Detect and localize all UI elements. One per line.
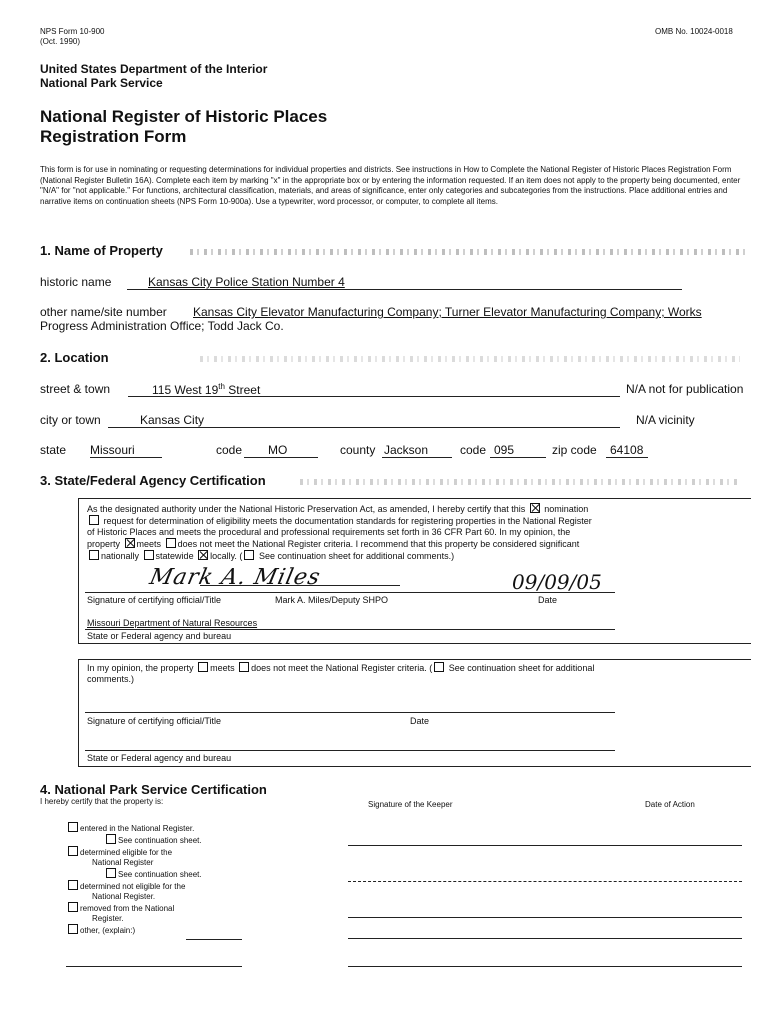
sig-label: Signature of certifying official/Title — [87, 595, 222, 605]
opinion-meets-checkbox[interactable] — [198, 662, 208, 672]
state-label: state — [40, 443, 67, 457]
section2-heading: 2. Location — [40, 350, 109, 365]
code-label: code — [216, 443, 243, 457]
date-label: Date — [538, 595, 558, 605]
meets-checkbox[interactable] — [125, 538, 135, 548]
other-explain-line — [186, 939, 242, 940]
agency2-label: State or Federal agency and bureau — [87, 753, 232, 763]
nationally-checkbox[interactable] — [89, 550, 99, 560]
street-value: 115 West 19th Street — [152, 382, 261, 397]
nomination-checkbox[interactable] — [530, 503, 540, 513]
signature-handwritten: Mark A. Miles — [147, 565, 323, 590]
agency2-line — [85, 750, 615, 751]
form-subtitle: Registration Form — [40, 127, 187, 146]
zip-label: zip code — [552, 443, 597, 457]
request-checkbox[interactable] — [89, 515, 99, 525]
instructions: This form is for use in nominating or requesting determinations for individual properties and districts. See instructions in How to Complete the National Register of Historic Places Registration Form (National Register Bulletin 16A). Complete each item by marking "x" in the appropriate box or by entering the information requested. If an item does not apply to the property being documented, enter "N/A" for "not applicable." For functions, architectural classification, materials, and areas of significance, enter only categories and subcategories from the instructions. Place additional entries and narrative items on continuation sheets (NPS Form 10-900a). Use a typewriter, word processor, or computer, to complete all items. — [40, 165, 741, 206]
sig2-label: Signature of certifying official/Title — [87, 716, 222, 726]
not-eligible-line2: National Register. — [92, 892, 156, 901]
cert-text: As the designated authority under the National Historic Preservation Act, as amended, I hereby certify that this nomination request for determination of eligibility meets the documentation standards for registering properties in the National Register of Historic Places and meets the procedural and professional requirements set forth in 36 CFR Part 60. In my opinion, the property meets does not meet the National Register criteria. I recommend that this property be considered significant nationally statewide locally. ( See continuation sheet for additional comments.) — [87, 504, 592, 561]
other-name-label: other name/site number — [40, 305, 167, 319]
county-label: county — [340, 443, 376, 457]
zip-line — [606, 457, 648, 458]
street-label: street & town — [40, 382, 111, 396]
scan-noise — [190, 249, 750, 255]
keeper-line-5 — [348, 966, 742, 967]
keeper-line-2 — [348, 881, 742, 882]
date2-label: Date — [410, 716, 430, 726]
continuation-checkbox[interactable] — [244, 550, 254, 560]
determined-cont-checkbox[interactable] — [106, 868, 116, 878]
signature-flourish — [200, 585, 400, 586]
street-na: N/A not for publication — [626, 382, 744, 396]
sig-name: Mark A. Miles/Deputy SHPO — [275, 595, 389, 605]
state-line — [90, 457, 162, 458]
removed-line2: Register. — [92, 914, 124, 923]
section4-heading: 4. National Park Service Certification — [40, 782, 267, 797]
section1-heading: 1. Name of Property — [40, 243, 163, 258]
keeper-label: Signature of the Keeper — [368, 800, 453, 809]
keeper-line-4 — [348, 938, 742, 939]
opinion-text: In my opinion, the property meets does not meet the National Register criteria. ( See continuation sheet for additional comments.) — [87, 663, 595, 684]
agency-value: Missouri Department of Natural Resources — [87, 618, 258, 628]
nps-options: entered in the National Register. See continuation sheet. determined eligible for the National Register See continuation sheet. determined not eligible for the National Register. removed from the National Register. other, (explain:) — [66, 822, 202, 936]
county-code-label: code — [460, 443, 487, 457]
code-value: MO — [268, 443, 288, 457]
scan-noise — [300, 479, 740, 485]
action-label: Date of Action — [645, 800, 695, 809]
section3-heading: 3. State/Federal Agency Certification — [40, 473, 266, 488]
date-handwritten: 09/09/05 — [512, 570, 602, 594]
keeper-line-1 — [348, 845, 742, 846]
does-not-meet-checkbox[interactable] — [166, 538, 176, 548]
form-title: National Register of Historic Places — [40, 107, 328, 126]
county-code-value: 095 — [494, 443, 515, 457]
signature-line — [85, 592, 615, 593]
agency-line — [85, 629, 615, 630]
opinion-continuation-checkbox[interactable] — [434, 662, 444, 672]
historic-name-value: Kansas City Police Station Number 4 — [148, 275, 345, 289]
historic-name-label: historic name — [40, 275, 112, 289]
city-value: Kansas City — [140, 413, 205, 427]
historic-name-line — [127, 289, 682, 290]
sig2-line — [85, 712, 615, 713]
city-label: city or town — [40, 413, 101, 427]
form-date: (Oct. 1990) — [40, 37, 81, 46]
locally-checkbox[interactable] — [198, 550, 208, 560]
zip-value: 64108 — [610, 443, 644, 457]
other-line-bottom — [66, 966, 242, 967]
determined-line2: National Register — [92, 858, 154, 867]
keeper-line-3 — [348, 917, 742, 918]
department: United States Department of the Interior — [40, 62, 268, 76]
entered-checkbox[interactable] — [68, 822, 78, 832]
omb-number: OMB No. 10024-0018 — [655, 27, 733, 36]
state-value: Missouri — [90, 443, 135, 457]
county-value: Jackson — [384, 443, 429, 457]
certify-label: I hereby certify that the property is: — [40, 797, 164, 806]
scan-noise — [200, 356, 740, 362]
statewide-checkbox[interactable] — [144, 550, 154, 560]
county-code-line — [490, 457, 546, 458]
city-na: N/A vicinity — [636, 413, 695, 427]
other-name-cont: Progress Administration Office; Todd Jack Co. — [40, 319, 284, 333]
determined-checkbox[interactable] — [68, 846, 78, 856]
code-line — [244, 457, 318, 458]
removed-checkbox[interactable] — [68, 902, 78, 912]
other-name-value: Kansas City Elevator Manufacturing Company; Turner Elevator Manufacturing Company; Works — [193, 305, 702, 319]
other-checkbox[interactable] — [68, 924, 78, 934]
opinion-not-meet-checkbox[interactable] — [239, 662, 249, 672]
agency-label: State or Federal agency and bureau — [87, 631, 232, 641]
service: National Park Service — [40, 76, 163, 90]
city-line — [108, 427, 620, 428]
form-number: NPS Form 10-900 — [40, 27, 105, 36]
entered-cont-checkbox[interactable] — [106, 834, 116, 844]
county-line — [382, 457, 452, 458]
not-eligible-checkbox[interactable] — [68, 880, 78, 890]
